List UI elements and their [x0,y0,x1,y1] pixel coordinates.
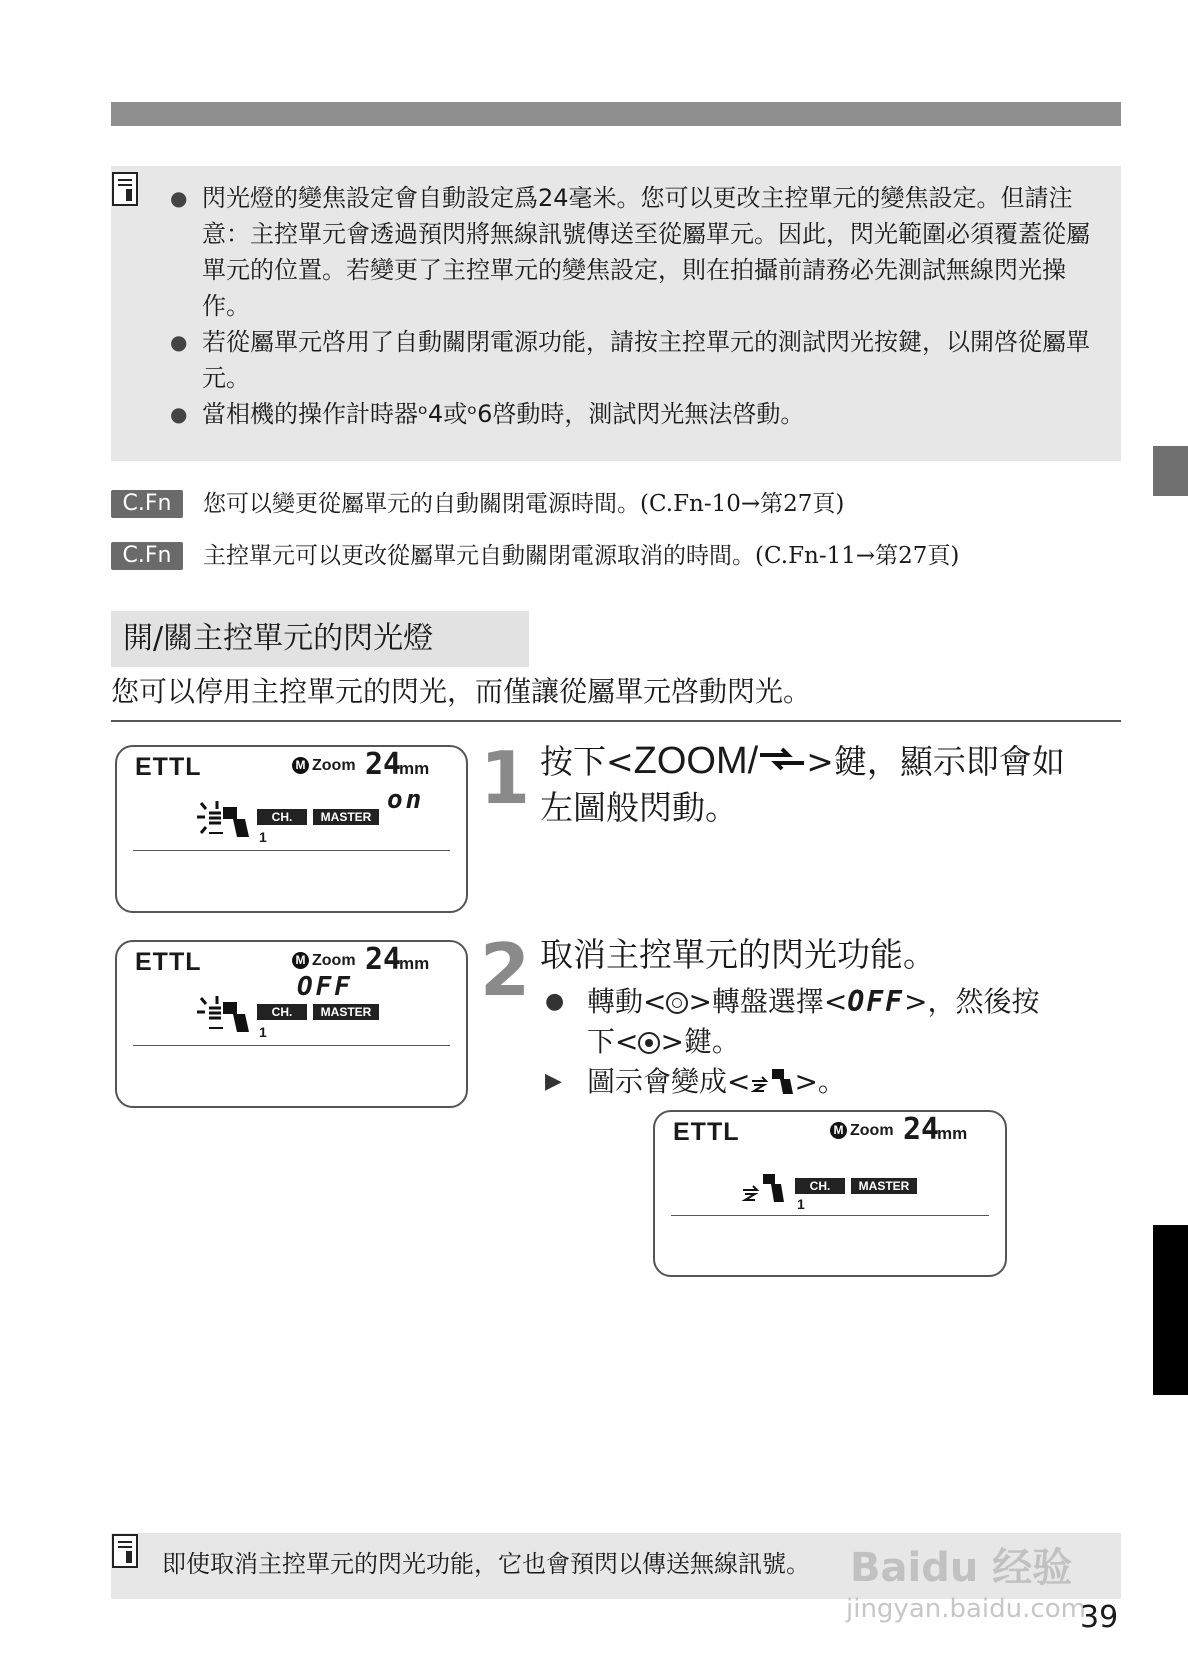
top-bar [111,102,1121,126]
master-flash-off-icon [750,1067,794,1095]
set-button-icon [638,1032,660,1054]
cfn-row [111,540,1131,572]
wireless-icon [758,747,806,771]
lcd-master-tag: MASTER [313,1004,379,1020]
cfn-text: 主控單元可以更改從屬單元自動關閉電源取消的時間。(C.Fn-11→第27頁) [203,543,960,569]
lcd-ch-tag: CH. [257,809,307,825]
lcd-zoom-value: 24 [903,1112,940,1147]
lcd-zoom-label [292,757,356,775]
lcd-zoom-unit: mm [937,1124,968,1143]
note-bullet: ● 當相機的操作計時器ᵒ4或ᵒ6啓動時，測試閃光無法啓動。 [170,396,1090,432]
section-intro: 您可以停用主控單元的閃光，而僅讓從屬單元啓動閃光。 [111,675,812,708]
step2-bullet [545,982,1120,1062]
step1-text [540,738,1115,831]
step2-bullet-a: 轉動< [587,985,667,1018]
zoom-text: Zoom [312,952,356,969]
lcd-status-on: on [387,785,425,815]
cfn-badge: C.Fn [111,490,183,518]
memo-icon [112,172,138,206]
step-number: 2 [480,928,531,1012]
lcd-display-step1 [115,745,468,913]
lcd-status-off: OFF [297,972,353,1002]
lcd-zoom-unit: mm [399,759,430,778]
step2-result-b: >。 [794,1065,846,1098]
lcd-mode: ETTL [673,1118,740,1146]
step2-bullet-text [587,982,1039,1062]
step2-bullet-c: >，然後按 [903,985,1040,1018]
lcd-mode: ETTL [135,753,202,781]
page-number: 39 [1080,1600,1119,1635]
lcd-channel: 1 [259,829,267,845]
watermark-logo: Baidu 经验 [850,1545,1073,1591]
note-bullet: ● 若從屬單元啓用了自動關閉電源功能，請按主控單元的測試閃光按鍵，以開啓從屬單元。 [170,324,1090,396]
zoom-key-label: ZOOM/ [633,740,759,782]
cfn-text: 您可以變更從屬單元的自動關閉電源時間。(C.Fn-10→第27頁) [203,491,845,517]
lcd-channel: 1 [259,1024,267,1040]
note-bullets [170,180,1090,432]
lcd-ch-tag: CH. [257,1004,307,1020]
cfn-badge: C.Fn [111,542,183,570]
bottom-note-text: 即使取消主控單元的閃光功能，它也會預閃以傳送無線訊號。 [162,1550,810,1578]
section-divider [111,720,1121,722]
step1-text-a: 按下< [540,742,634,781]
lcd-mode: ETTL [135,948,202,976]
lcd-display-step2 [115,940,468,1108]
memo-icon [112,1534,138,1568]
section-title: 開/關主控單元的閃光燈 [111,611,529,667]
lcd-zoom-unit: mm [399,954,430,973]
zoom-text: Zoom [312,757,356,774]
step2-bullet-b: >轉盤選擇< [688,985,848,1018]
off-segment-label: OFF [847,985,904,1018]
step2-result-a: 圖示會變成< [587,1065,751,1098]
side-tab-upper [1153,446,1188,496]
step1-text-c: 左圖般閃動。 [540,788,738,827]
quick-control-dial-icon [666,992,688,1014]
lcd-zoom-value: 24 [365,942,402,977]
master-flash-blinking-icon [193,799,251,839]
step2-result [545,1062,1120,1102]
step1-text-b: >鍵，顯示即會如 [806,742,1065,781]
side-tab-lower [1153,1225,1188,1395]
lcd-master-tag: MASTER [313,809,379,825]
lcd-zoom-label [830,1122,894,1140]
manual-zoom-icon: M [292,952,309,969]
master-flash-blinking-icon [193,994,251,1034]
zoom-text: Zoom [850,1122,894,1139]
cfn-row [111,488,1131,520]
lcd-divider [133,1045,450,1046]
note-bullet: ● 閃光燈的變焦設定會自動設定爲24毫米。您可以更改主控單元的變焦設定。但請注意：主控單元會透過預閃將無線訊號傳送至從屬單元。因此，閃光範圍必須覆蓋從屬單元的位置。若變更了主控單元的變焦設定，則在拍攝前請務必先測試無線閃光操作。 [170,180,1090,324]
step2-result-text [587,1062,846,1102]
result-arrow-icon: ▶ [545,1069,562,1094]
bullet-mark: ● [545,989,565,1014]
watermark-url: jingyan.baidu.com [846,1594,1086,1624]
lcd-display-result [653,1110,1007,1277]
lcd-zoom-label [292,952,356,970]
lcd-ch-tag: CH. [795,1178,845,1194]
lcd-zoom-value: 24 [365,747,402,782]
manual-zoom-icon: M [292,757,309,774]
master-flash-off-icon [741,1172,785,1204]
lcd-divider [671,1215,989,1216]
step2-bullet-e: >鍵。 [660,1025,740,1058]
step2-title: 取消主控單元的閃光功能。 [540,935,936,974]
lcd-master-tag: MASTER [851,1178,917,1194]
step-number: 1 [480,736,531,820]
manual-zoom-icon: M [830,1122,847,1139]
lcd-channel: 1 [797,1196,805,1212]
lcd-divider [133,850,450,851]
step2-bullet-d: 下< [587,1025,639,1058]
